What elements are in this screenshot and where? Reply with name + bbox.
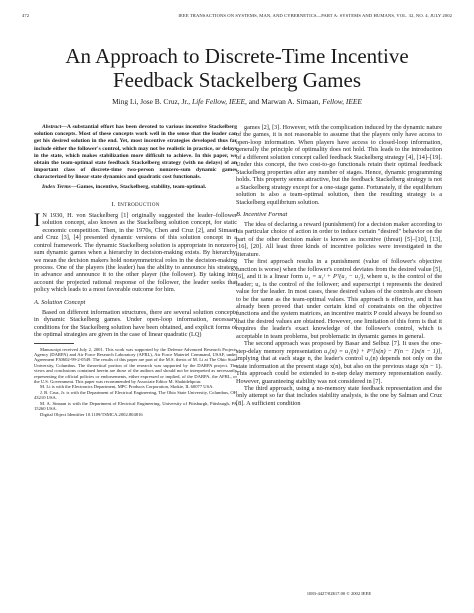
incentive-p3-end: , implying that at each stage n, the leader's control u₁(n) depends not only on the state information at the present stage x(n), but also on the previous stage x(n − 1). This approach could be extended to n-step delay memory representation easily. However, guaranteeing stability was not considered in [7]. xyxy=(236,347,442,385)
footnote-author-simaan: M. A. Simaan is with the Department of Electrical Engineering, University of Pittsburgh, Pittsburgh, PA 15260 USA. xyxy=(34,400,237,412)
incentive-paragraph-3 xyxy=(236,340,442,385)
incentive-p2-end: , where u₁ is the control of the leader; u₂ is the control of the follower; and superscript t represents the desired value for the leader. In most cases, these desired values of the controls are chosen to be the same as the team-optimal values. This approach is effective, and it has already been proved that under certain kind of constraints on the objective functions and the system matrices, an incentive matrix P could always be found so that the desired values are obtained. However, one limitation of this form is that it requires the leader's exact knowledge of the follower's control, which is acceptable in team problems, but problematic in dynamic games in general. xyxy=(236,273,443,340)
intro-text: N 1930, H. von Stackelberg [1] originally suggested the leader–follower solution concept, also known as the Stackelberg solution concept, for static economic competition. Then, in the 1970s, Chen and Cruz [2], and Simaan and Cruz [3], [4] presented dynamic versions of this solution concept in a control framework. The dynamic Stackelberg solution is appropriate in nonzero-sum dynamic games when a hierarchy in decision-making exists. By hierarchy, we mean the decision makers hold nonsymmetrical roles in the decision-making process. One of the players (the leader) has the ability to announce his strategy in advance and announce it to the other player (the follower). By taking into account the projected rational response of the follower, the leader seeks that policy which leads to a most favorable outcome for him. xyxy=(34,211,237,294)
right-column xyxy=(236,124,442,407)
incentive-paragraph-1: The idea of declaring a reward (punishment) for a decision maker according to his particular choice of action in order to induce certain "desired" behavior on the part of the other decision maker is known as incentive (threat) [5]–[10], [13], [16], [20]. All least three kinds of incentive policies were investigated in the literature. xyxy=(236,220,442,258)
author-line xyxy=(30,97,444,106)
section-heading-introduction: I. Introduction xyxy=(111,200,160,208)
subsection-heading-solution-concept: A. Solution Concept xyxy=(34,298,86,306)
page-number: 472 xyxy=(22,13,30,18)
footnote-author-cruz: J. B. Cruz, Jr. is with the Department of Electrical Engineering, The Ohio State University, Columbus, OH 43210 USA. xyxy=(34,389,237,401)
incentive-p2-start: The first approach results in a punishment (value of follower's objective function is worse) when the follower's control deviates from the desired value [5], [6], and it is a linear form xyxy=(236,258,442,281)
authors-names: Ming Li, Jose B. Cruz, Jr., xyxy=(112,97,192,106)
index-terms-text: Games, incentive, Stackelberg, stability, team-optimal. xyxy=(76,183,207,190)
footnote-rule xyxy=(34,343,74,344)
incentive-equation-1: u₁ = u₁ᵗ + Pᵀ(u₂ − u₂ᵗ) xyxy=(304,273,364,281)
footnote-manuscript: Manuscript received July 2, 2001. This work was supported by the Defense Advanced Research Projects Agency (DARPA) and Air Force Research Laboratory (AFRL), Air Force Materiel Command, USAF, under Agreement F30602-99-2-0549. The results of this paper are part of the M.S. thesis of M. Li at The Ohio State University, Columbus. The theoretical portion of the research was supported by the DARPA project. The views and conclusions contained herein are those of the authors and should not be interpreted as necessarily representing the official policies or endorsements, either expressed or implied, of the DARPA, the AFRL, or the U.S. Government. This paper was recommended by Associate Editor M. Shahidehpour. xyxy=(34,346,237,385)
incentive-equation-2: u₁(n) = u₁ᵗ(n) + Pᵀ[x(n) − F(n − 1)x(n − 1)] xyxy=(324,347,441,355)
author-fellow-2: Fellow, IEEE xyxy=(322,97,362,106)
intro-paragraph xyxy=(34,209,237,294)
incentive-p3-start: The second approach was proposed by Basar and Selbuz [7]. It uses the one-step-delay memory representation xyxy=(236,340,442,355)
index-terms-label: Index Terms— xyxy=(42,183,77,190)
abstract-text: A substantial effort has been devoted to various incentive Stackelberg solution concepts. Most of these concepts work well in the sense that the leader can get his desired solution in the end. Yet, most incentive strategies developed thus far include either the follower's control, which may not be realistic in practice, or delays in the state, which makes stabilization more difficult to achieve. In this paper, we obtain the team-optimal state feedback Stackelberg strategy (with no delays) of an important class of discrete-time two-person nonzero-sum dynamic games characterized by linear state dynamics and quadratic cost functionals. xyxy=(34,124,237,181)
abstract-label: Abstract— xyxy=(42,124,67,130)
copyright-line: 1083-4427/02$17.00 © 2002 IEEE xyxy=(306,591,372,596)
paper-title: An Approach to Discrete-Time Incentive Feedback Stackelberg Games xyxy=(65,44,409,92)
right-paragraph-1: games [2], [3]. However, with the complication induced by the dynamic nature of the games, it is not reasonable to assume that the players only have access to open-loop information. When players have access to closed-loop information, generally the principle of optimality does not hold. This leads to the introduction of a different solution concept called feedback Stackelberg strategy [4], [14]–[19]. Under this concept, the two cost-to-go functionals retain their optimal feedback Stackelberg properties after any number of stages. Hence, dynamic programming holds. This property seems attractive, but the feedback Stackelberg strategy is not a Stackelberg strategy except for a one-stage game. Fortunately, if the equilibrium solution is also a team-optimal solution, then the resulting strategy is a Stackelberg equilibrium solution. xyxy=(236,124,442,206)
left-column xyxy=(34,124,237,417)
footnote-doi: Digital Object Identifier 10.1109/TSMCA.2002.804816 xyxy=(40,411,143,417)
drop-cap: I xyxy=(34,209,41,231)
index-terms xyxy=(34,184,237,191)
abstract xyxy=(34,124,237,182)
journal-name: IEEE TRANSACTIONS ON SYSTEMS, MAN, AND CYBERNETICS—PART A: SYSTEMS AND HUMANS, VOL. 32, NO. 4, JULY 2002 xyxy=(178,13,452,18)
solution-concept-paragraph: Based on different information structures, there are several solution concepts in dynamic Stackelberg games. Under open-loop information, necessary conditions for the Stackelberg solution have been obtained, and explicit forms of the optimal strategies are given in the case of linear quadratic (LQ) xyxy=(34,308,237,339)
footnote-author-li: M. Li is with the Electronics Department, MPC Products Corporation, Skokie, IL 60077 USA. xyxy=(40,384,214,390)
authors-names-2: , and Marwan A. Simaan, xyxy=(245,97,323,106)
incentive-paragraph-4: The third approach, using a no-memory state feedback representation and the only attempt so far that includes stability analysis, is the one by Salman and Cruz [8]. A sufficient condition xyxy=(236,384,442,407)
subsection-heading-incentive-format: B. Incentive Format xyxy=(236,210,288,218)
incentive-paragraph-2 xyxy=(236,258,442,340)
author-fellow-1: Life Fellow, IEEE xyxy=(191,97,246,106)
